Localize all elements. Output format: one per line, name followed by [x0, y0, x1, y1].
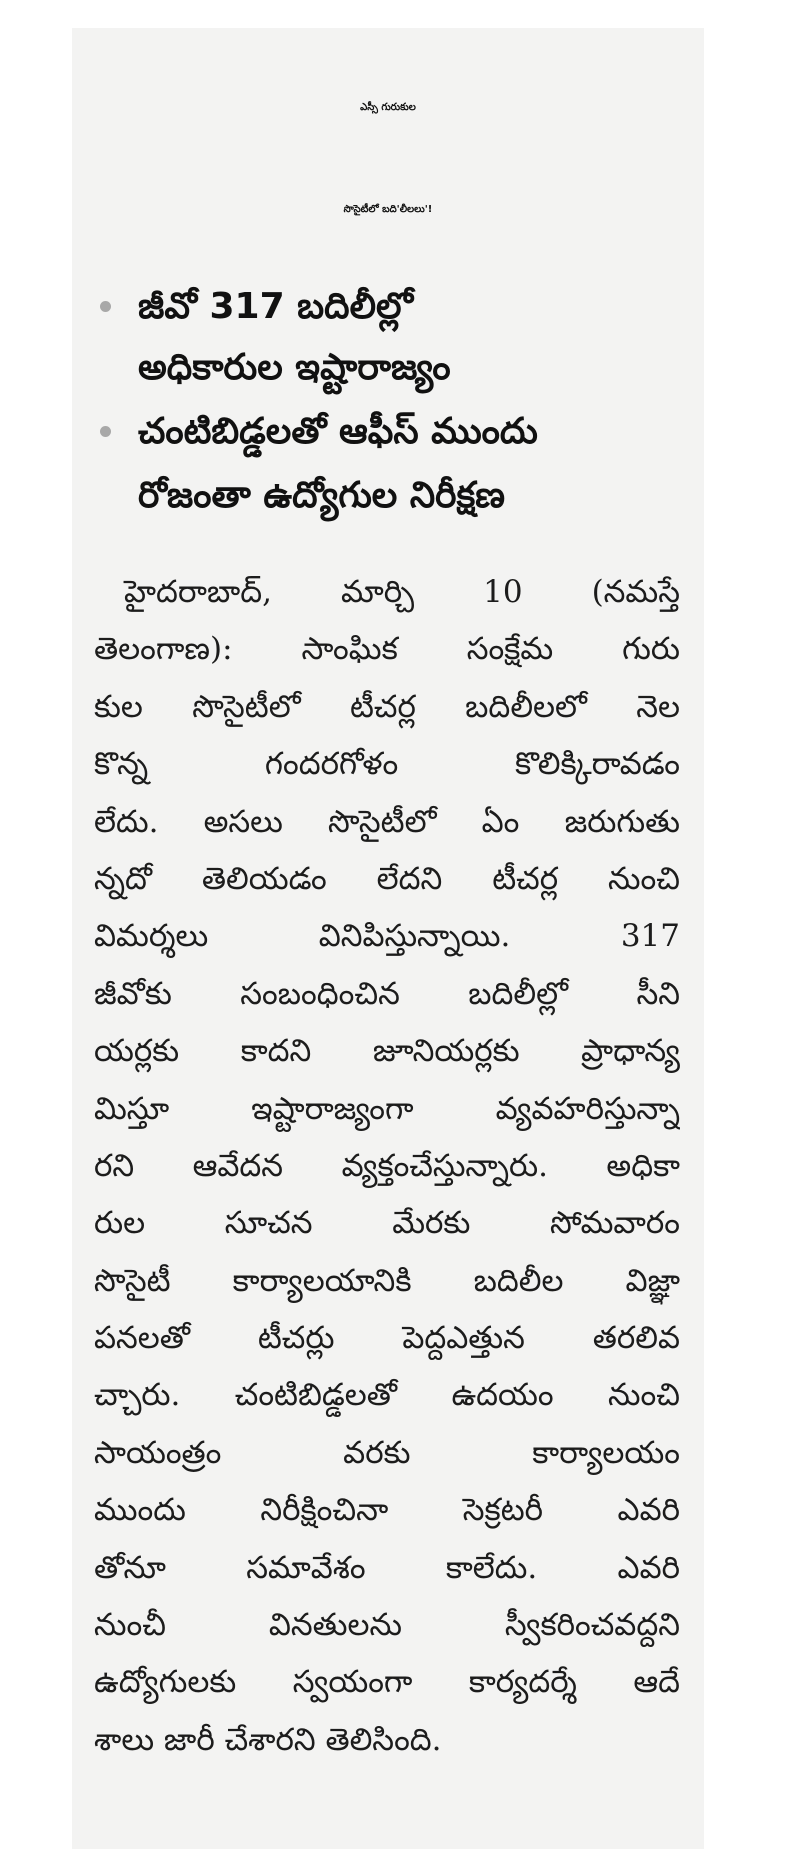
- body-line: జీవోకు సంబంధించిన బదిలీల్లో సీని: [94, 975, 680, 1012]
- body-line: పనలతో టీచర్లు పెద్దఎత్తున తరలివ: [94, 1320, 680, 1357]
- article-body: [94, 564, 680, 1769]
- body-line: రని ఆవేదన వ్యక్తంచేస్తున్నారు. అధికా: [94, 1147, 680, 1184]
- newspaper-clipping: [72, 28, 704, 1849]
- body-line: చ్చారు. చంటిబిడ్డలతో ఉదయం నుంచి: [94, 1377, 680, 1414]
- body-line: తోనూ సమావేశం కాలేదు. ఎవరి: [94, 1549, 680, 1586]
- deck-line-1: జీవో 317 బదిలీల్లో: [138, 286, 414, 327]
- body-line: యర్లకు కాదని జూనియర్లకు ప్రాధాన్య: [94, 1033, 680, 1070]
- body-line: రుల సూచన మేరకు సోమవారం: [94, 1205, 680, 1242]
- body-line: సొసైటీ కార్యాలయానికి బదిలీల విజ్ఞా: [94, 1262, 680, 1299]
- body-line: ఉద్యోగులకు స్వయంగా కార్యదర్శే ఆదే: [94, 1664, 680, 1701]
- deck-line-2: అధికారుల ఇష్టారాజ్యం: [138, 347, 451, 388]
- body-line: కుల సొసైటీలో టీచర్ల బదిలీలలో నెల: [94, 688, 680, 725]
- body-line: నుంచీ వినతులను స్వీకరించవద్దని: [94, 1607, 680, 1644]
- body-line: హైదరాబాద్, మార్చి 10 (నమస్తే: [124, 574, 680, 610]
- body-line: కొన్న గందరగోళం కొలిక్కిరావడం: [94, 746, 680, 783]
- bullet-dot-icon: [100, 301, 111, 312]
- body-line: లేదు. అసలు సొసైటీలో ఏం జరుగుతు: [94, 803, 680, 840]
- body-line: ముందు నిరీక్షించినా సెక్రటరీ ఎవరి: [94, 1492, 680, 1529]
- headline-line-1: ఎస్సీ గురుకుల: [360, 102, 416, 113]
- body-line: విమర్శలు వినిపిస్తున్నాయి. 317: [94, 918, 680, 955]
- bullet-dot-icon: [100, 426, 111, 437]
- body-line: న్నదో తెలియడం లేదని టీచర్ల నుంచి: [94, 860, 680, 897]
- body-line: తెలంగాణ): సాంఘిక సంక్షేమ గురు: [94, 631, 680, 668]
- deck-line-3: చంటిబిడ్డలతో ఆఫీస్ ముందు: [138, 411, 538, 452]
- body-line: శాలు జారీ చేశారని తెలిసింది.: [94, 1721, 442, 1758]
- body-line: మిస్తూ ఇష్టారాజ్యంగా వ్యవహరిస్తున్నా: [94, 1090, 680, 1127]
- headline-line-2: సొసైటీలో బది'లీలలు'!: [343, 204, 433, 215]
- deck-line-4: రోజంతా ఉద్యోగుల నిరీక్షణ: [138, 475, 505, 516]
- body-line: సాయంత్రం వరకు కార్యాలయం: [94, 1434, 680, 1471]
